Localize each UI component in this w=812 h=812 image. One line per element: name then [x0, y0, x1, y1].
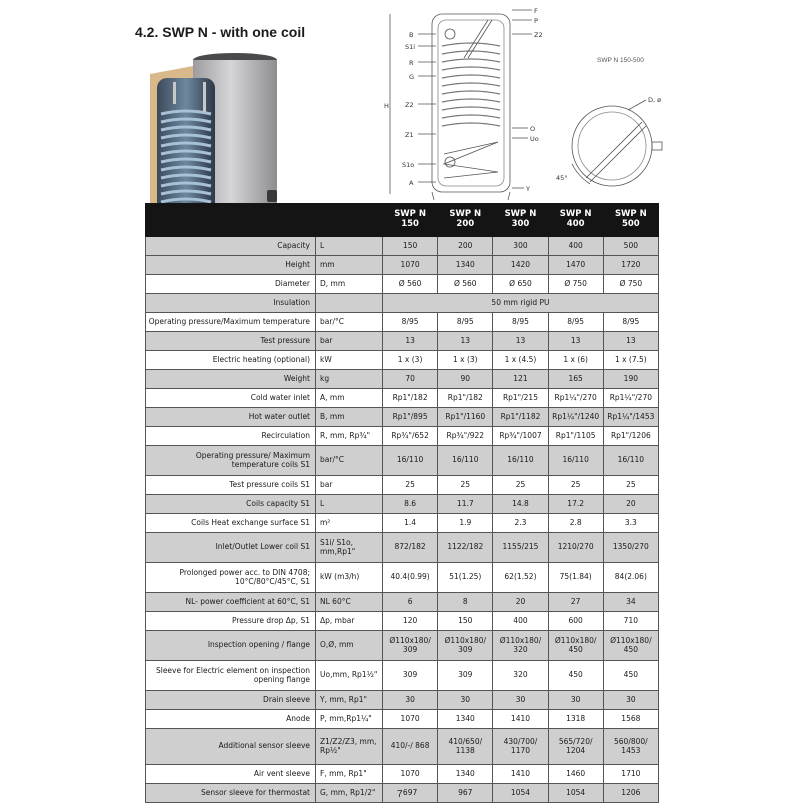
- row-value: 27: [548, 593, 603, 612]
- row-value: 1710: [603, 765, 658, 784]
- row-value: 13: [548, 332, 603, 351]
- row-value: 1340: [438, 765, 493, 784]
- callout-g: G: [409, 73, 415, 81]
- row-value: 16/110: [603, 446, 658, 476]
- row-value: 1568: [603, 710, 658, 729]
- row-unit: bar: [316, 476, 383, 495]
- row-merged-value: 50 mm rigid PU: [383, 294, 659, 313]
- callout-h: H: [384, 102, 389, 110]
- table-row: [146, 275, 659, 294]
- row-value: 8: [438, 593, 493, 612]
- row-unit: L: [316, 495, 383, 514]
- row-parameter: Weight: [146, 370, 316, 389]
- row-value: 16/110: [493, 446, 548, 476]
- row-parameter: Operating pressure/Maximum temperature: [146, 313, 316, 332]
- row-value: Ø110x180/ 309: [438, 631, 493, 661]
- row-unit: Y, mm, Rp1": [316, 691, 383, 710]
- row-value: 309: [383, 661, 438, 691]
- row-parameter: Drain sleeve: [146, 691, 316, 710]
- table-row: [146, 514, 659, 533]
- row-value: 600: [548, 612, 603, 631]
- row-value: 11.7: [438, 495, 493, 514]
- callout-r: R: [409, 59, 414, 67]
- table-row: [146, 710, 659, 729]
- row-value: 40.4(0.99): [383, 563, 438, 593]
- row-value: 1.4: [383, 514, 438, 533]
- row-value: 13: [438, 332, 493, 351]
- model-label: SWP N 150-500: [597, 57, 644, 64]
- row-unit: kW (m3/h): [316, 563, 383, 593]
- row-value: 30: [383, 691, 438, 710]
- table-row: [146, 765, 659, 784]
- row-value: Rp1"/215: [493, 389, 548, 408]
- row-value: 30: [548, 691, 603, 710]
- row-value: Ø110x180/ 450: [603, 631, 658, 661]
- row-value: Rp1"/1182: [493, 408, 548, 427]
- row-value: Rp1"/1206: [603, 427, 658, 446]
- row-value: 30: [493, 691, 548, 710]
- topview-diameter-label: D, ø: [648, 96, 662, 104]
- row-value: Rp1¼"/270: [603, 389, 658, 408]
- row-value: 1122/182: [438, 533, 493, 563]
- row-value: 51(1.25): [438, 563, 493, 593]
- row-parameter: Inlet/Outlet Lower coil S1: [146, 533, 316, 563]
- row-unit: G, mm, Rp1/2": [316, 784, 383, 803]
- row-unit: D, mm: [316, 275, 383, 294]
- row-parameter: Sensor sleeve for thermostat: [146, 784, 316, 803]
- row-unit: NL 60°C: [316, 593, 383, 612]
- callout-f: F: [534, 7, 538, 15]
- row-value: 1318: [548, 710, 603, 729]
- table-row: [146, 389, 659, 408]
- row-parameter: Pressure drop Δp, S1: [146, 612, 316, 631]
- table-header-row: [146, 204, 659, 237]
- row-value: 3.3: [603, 514, 658, 533]
- row-value: Rp1"/182: [383, 389, 438, 408]
- row-value: Rp1¼"/1453: [603, 408, 658, 427]
- row-value: Rp1¼"/1240: [548, 408, 603, 427]
- row-value: 500: [603, 237, 658, 256]
- row-value: 1054: [493, 784, 548, 803]
- row-value: 710: [603, 612, 658, 631]
- side-schematic-diagram: [378, 4, 543, 204]
- row-parameter: Diameter: [146, 275, 316, 294]
- row-value: 410/-/ 868: [383, 729, 438, 765]
- row-value: 1155/215: [493, 533, 548, 563]
- row-unit: bar: [316, 332, 383, 351]
- row-value: 400: [493, 612, 548, 631]
- table-row: [146, 533, 659, 563]
- row-value: 1070: [383, 710, 438, 729]
- table-row: [146, 294, 659, 313]
- row-value: 8/95: [548, 313, 603, 332]
- header-model: SWP N 300: [493, 204, 548, 237]
- row-value: 16/110: [548, 446, 603, 476]
- row-value: 1470: [548, 256, 603, 275]
- table-row: [146, 691, 659, 710]
- callout-p: P: [534, 17, 538, 25]
- row-parameter: Anode: [146, 710, 316, 729]
- row-unit: Z1/Z2/Z3, mm, Rp½": [316, 729, 383, 765]
- row-value: 120: [383, 612, 438, 631]
- table-row: [146, 256, 659, 275]
- row-value: 8/95: [493, 313, 548, 332]
- table-row: [146, 593, 659, 612]
- row-unit: A, mm: [316, 389, 383, 408]
- row-value: 90: [438, 370, 493, 389]
- row-value: Ø 560: [438, 275, 493, 294]
- row-value: 150: [383, 237, 438, 256]
- row-value: Rp¾"/652: [383, 427, 438, 446]
- table-row: [146, 476, 659, 495]
- row-parameter: Sleeve for Electric element on inspection opening flange: [146, 661, 316, 691]
- callout-a: A: [409, 179, 414, 187]
- table-row: [146, 351, 659, 370]
- row-value: 25: [548, 476, 603, 495]
- row-value: 2.8: [548, 514, 603, 533]
- row-value: 20: [603, 495, 658, 514]
- row-value: 25: [383, 476, 438, 495]
- row-value: 1 x (7.5): [603, 351, 658, 370]
- callout-y: Y: [526, 185, 530, 193]
- row-unit: P, mm,Rp1¼": [316, 710, 383, 729]
- row-value: 14.8: [493, 495, 548, 514]
- row-value: 872/182: [383, 533, 438, 563]
- header-model: SWP N 500: [603, 204, 658, 237]
- row-value: Rp1"/1105: [548, 427, 603, 446]
- row-value: 25: [603, 476, 658, 495]
- table-row: [146, 408, 659, 427]
- row-value: 70: [383, 370, 438, 389]
- header-model: SWP N 400: [548, 204, 603, 237]
- row-value: 165: [548, 370, 603, 389]
- row-value: 16/110: [438, 446, 493, 476]
- row-value: 1350/270: [603, 533, 658, 563]
- row-parameter: Test pressure coils S1: [146, 476, 316, 495]
- table-row: [146, 661, 659, 691]
- callout-z1: Z1: [405, 131, 414, 139]
- row-value: Ø110x180/ 450: [548, 631, 603, 661]
- header-model: SWP N 150: [383, 204, 438, 237]
- table-row: [146, 631, 659, 661]
- row-value: 1 x (6): [548, 351, 603, 370]
- page-number: 7: [397, 789, 403, 800]
- table-row: [146, 370, 659, 389]
- table-row: [146, 563, 659, 593]
- row-parameter: Capacity: [146, 237, 316, 256]
- table-row: [146, 313, 659, 332]
- row-value: 6: [383, 593, 438, 612]
- row-value: Ø 750: [603, 275, 658, 294]
- row-value: 450: [548, 661, 603, 691]
- row-unit: L: [316, 237, 383, 256]
- row-parameter: Cold water inlet: [146, 389, 316, 408]
- row-unit: S1i/ S1o, mm,Rp1": [316, 533, 383, 563]
- row-value: Ø 650: [493, 275, 548, 294]
- table-row: [146, 446, 659, 476]
- topview-angle-label: 45°: [556, 174, 568, 182]
- row-value: 1210/270: [548, 533, 603, 563]
- row-value: Ø 750: [548, 275, 603, 294]
- row-value: 430/700/ 1170: [493, 729, 548, 765]
- table-row: [146, 495, 659, 514]
- row-unit: bar/°C: [316, 446, 383, 476]
- row-parameter: Additional sensor sleeve: [146, 729, 316, 765]
- row-value: Ø 560: [383, 275, 438, 294]
- row-unit: kW: [316, 351, 383, 370]
- row-value: 8/95: [438, 313, 493, 332]
- row-value: 30: [438, 691, 493, 710]
- row-value: 62(1.52): [493, 563, 548, 593]
- row-value: Ø110x180/ 320: [493, 631, 548, 661]
- row-value: 1420: [493, 256, 548, 275]
- table-row: [146, 729, 659, 765]
- row-value: 1720: [603, 256, 658, 275]
- table-row: [146, 332, 659, 351]
- row-value: 190: [603, 370, 658, 389]
- row-value: 400: [548, 237, 603, 256]
- table-row: [146, 612, 659, 631]
- row-value: Rp1"/182: [438, 389, 493, 408]
- row-parameter: Hot water outlet: [146, 408, 316, 427]
- row-value: 16/110: [383, 446, 438, 476]
- row-value: 1460: [548, 765, 603, 784]
- table-row: [146, 427, 659, 446]
- table-row: [146, 237, 659, 256]
- row-value: 320: [493, 661, 548, 691]
- row-parameter: Coils Heat exchange surface S1: [146, 514, 316, 533]
- row-unit: O,Ø, mm: [316, 631, 383, 661]
- row-value: 8/95: [383, 313, 438, 332]
- row-parameter: Air vent sleeve: [146, 765, 316, 784]
- row-parameter: Coils capacity S1: [146, 495, 316, 514]
- row-value: 1 x (3): [438, 351, 493, 370]
- row-unit: mm: [316, 256, 383, 275]
- row-value: 25: [438, 476, 493, 495]
- callout-z2-left: Z2: [405, 101, 414, 109]
- row-value: 84(2.06): [603, 563, 658, 593]
- row-value: 30: [603, 691, 658, 710]
- callout-s1o: S1o: [402, 161, 415, 169]
- header-blank-cell: [146, 204, 316, 237]
- row-value: Rp1"/1160: [438, 408, 493, 427]
- header-model: SWP N 200: [438, 204, 493, 237]
- row-parameter: Insulation: [146, 294, 316, 313]
- row-value: 560/800/ 1453: [603, 729, 658, 765]
- row-unit: m²: [316, 514, 383, 533]
- row-value: 8.6: [383, 495, 438, 514]
- row-value: 25: [493, 476, 548, 495]
- row-value: 1340: [438, 256, 493, 275]
- row-value: 2.3: [493, 514, 548, 533]
- callout-s1i: S1i: [405, 43, 416, 51]
- row-value: 1206: [603, 784, 658, 803]
- row-value: 967: [438, 784, 493, 803]
- row-parameter: Height: [146, 256, 316, 275]
- row-value: 410/650/ 1138: [438, 729, 493, 765]
- row-value: 121: [493, 370, 548, 389]
- row-value: Rp1"/895: [383, 408, 438, 427]
- row-value: 20: [493, 593, 548, 612]
- row-parameter: Prolonged power acc. to DIN 4708; 10°C/80°C/45°C, S1: [146, 563, 316, 593]
- row-unit: F, mm, Rp1": [316, 765, 383, 784]
- row-value: 13: [383, 332, 438, 351]
- row-value: 565/720/ 1204: [548, 729, 603, 765]
- row-unit: [316, 294, 383, 313]
- row-unit: B, mm: [316, 408, 383, 427]
- row-value: 1070: [383, 765, 438, 784]
- row-unit: R, mm, Rp¾": [316, 427, 383, 446]
- row-value: Rp1¼"/270: [548, 389, 603, 408]
- row-value: 309: [438, 661, 493, 691]
- row-value: 1340: [438, 710, 493, 729]
- row-value: 13: [603, 332, 658, 351]
- row-value: Ø110x180/ 309: [383, 631, 438, 661]
- row-value: 1410: [493, 765, 548, 784]
- row-value: Rp¾"/1007: [493, 427, 548, 446]
- row-value: 1 x (3): [383, 351, 438, 370]
- row-value: 200: [438, 237, 493, 256]
- row-value: 1.9: [438, 514, 493, 533]
- section-title: 4.2. SWP N - with one coil: [135, 24, 306, 40]
- row-value: 697: [383, 784, 438, 803]
- row-value: 1 x (4.5): [493, 351, 548, 370]
- row-parameter: NL- power coefficient at 60°C, S1: [146, 593, 316, 612]
- spec-table: [145, 203, 659, 803]
- row-value: 34: [603, 593, 658, 612]
- row-value: 1054: [548, 784, 603, 803]
- row-value: 13: [493, 332, 548, 351]
- row-unit: bar/°C: [316, 313, 383, 332]
- top-view-diagram: [556, 92, 670, 192]
- row-value: 450: [603, 661, 658, 691]
- row-value: 75(1.84): [548, 563, 603, 593]
- row-value: Rp¾"/922: [438, 427, 493, 446]
- row-value: 150: [438, 612, 493, 631]
- row-parameter: Operating pressure/ Maximum temperature coils S1: [146, 446, 316, 476]
- row-value: 300: [493, 237, 548, 256]
- row-unit: Δp, mbar: [316, 612, 383, 631]
- row-parameter: Test pressure: [146, 332, 316, 351]
- row-value: 8/95: [603, 313, 658, 332]
- row-parameter: Inspection opening / flange: [146, 631, 316, 661]
- row-parameter: Recirculation: [146, 427, 316, 446]
- row-parameter: Electric heating (optional): [146, 351, 316, 370]
- row-value: 1070: [383, 256, 438, 275]
- callout-z2: Z2: [534, 31, 543, 39]
- row-value: 17.2: [548, 495, 603, 514]
- callout-o: O: [530, 125, 536, 133]
- callout-b: B: [409, 31, 414, 39]
- row-unit: kg: [316, 370, 383, 389]
- callout-uo: Uo: [530, 135, 539, 143]
- row-unit: Uo,mm, Rp1½": [316, 661, 383, 691]
- header-blank-cell: [316, 204, 383, 237]
- row-value: 1410: [493, 710, 548, 729]
